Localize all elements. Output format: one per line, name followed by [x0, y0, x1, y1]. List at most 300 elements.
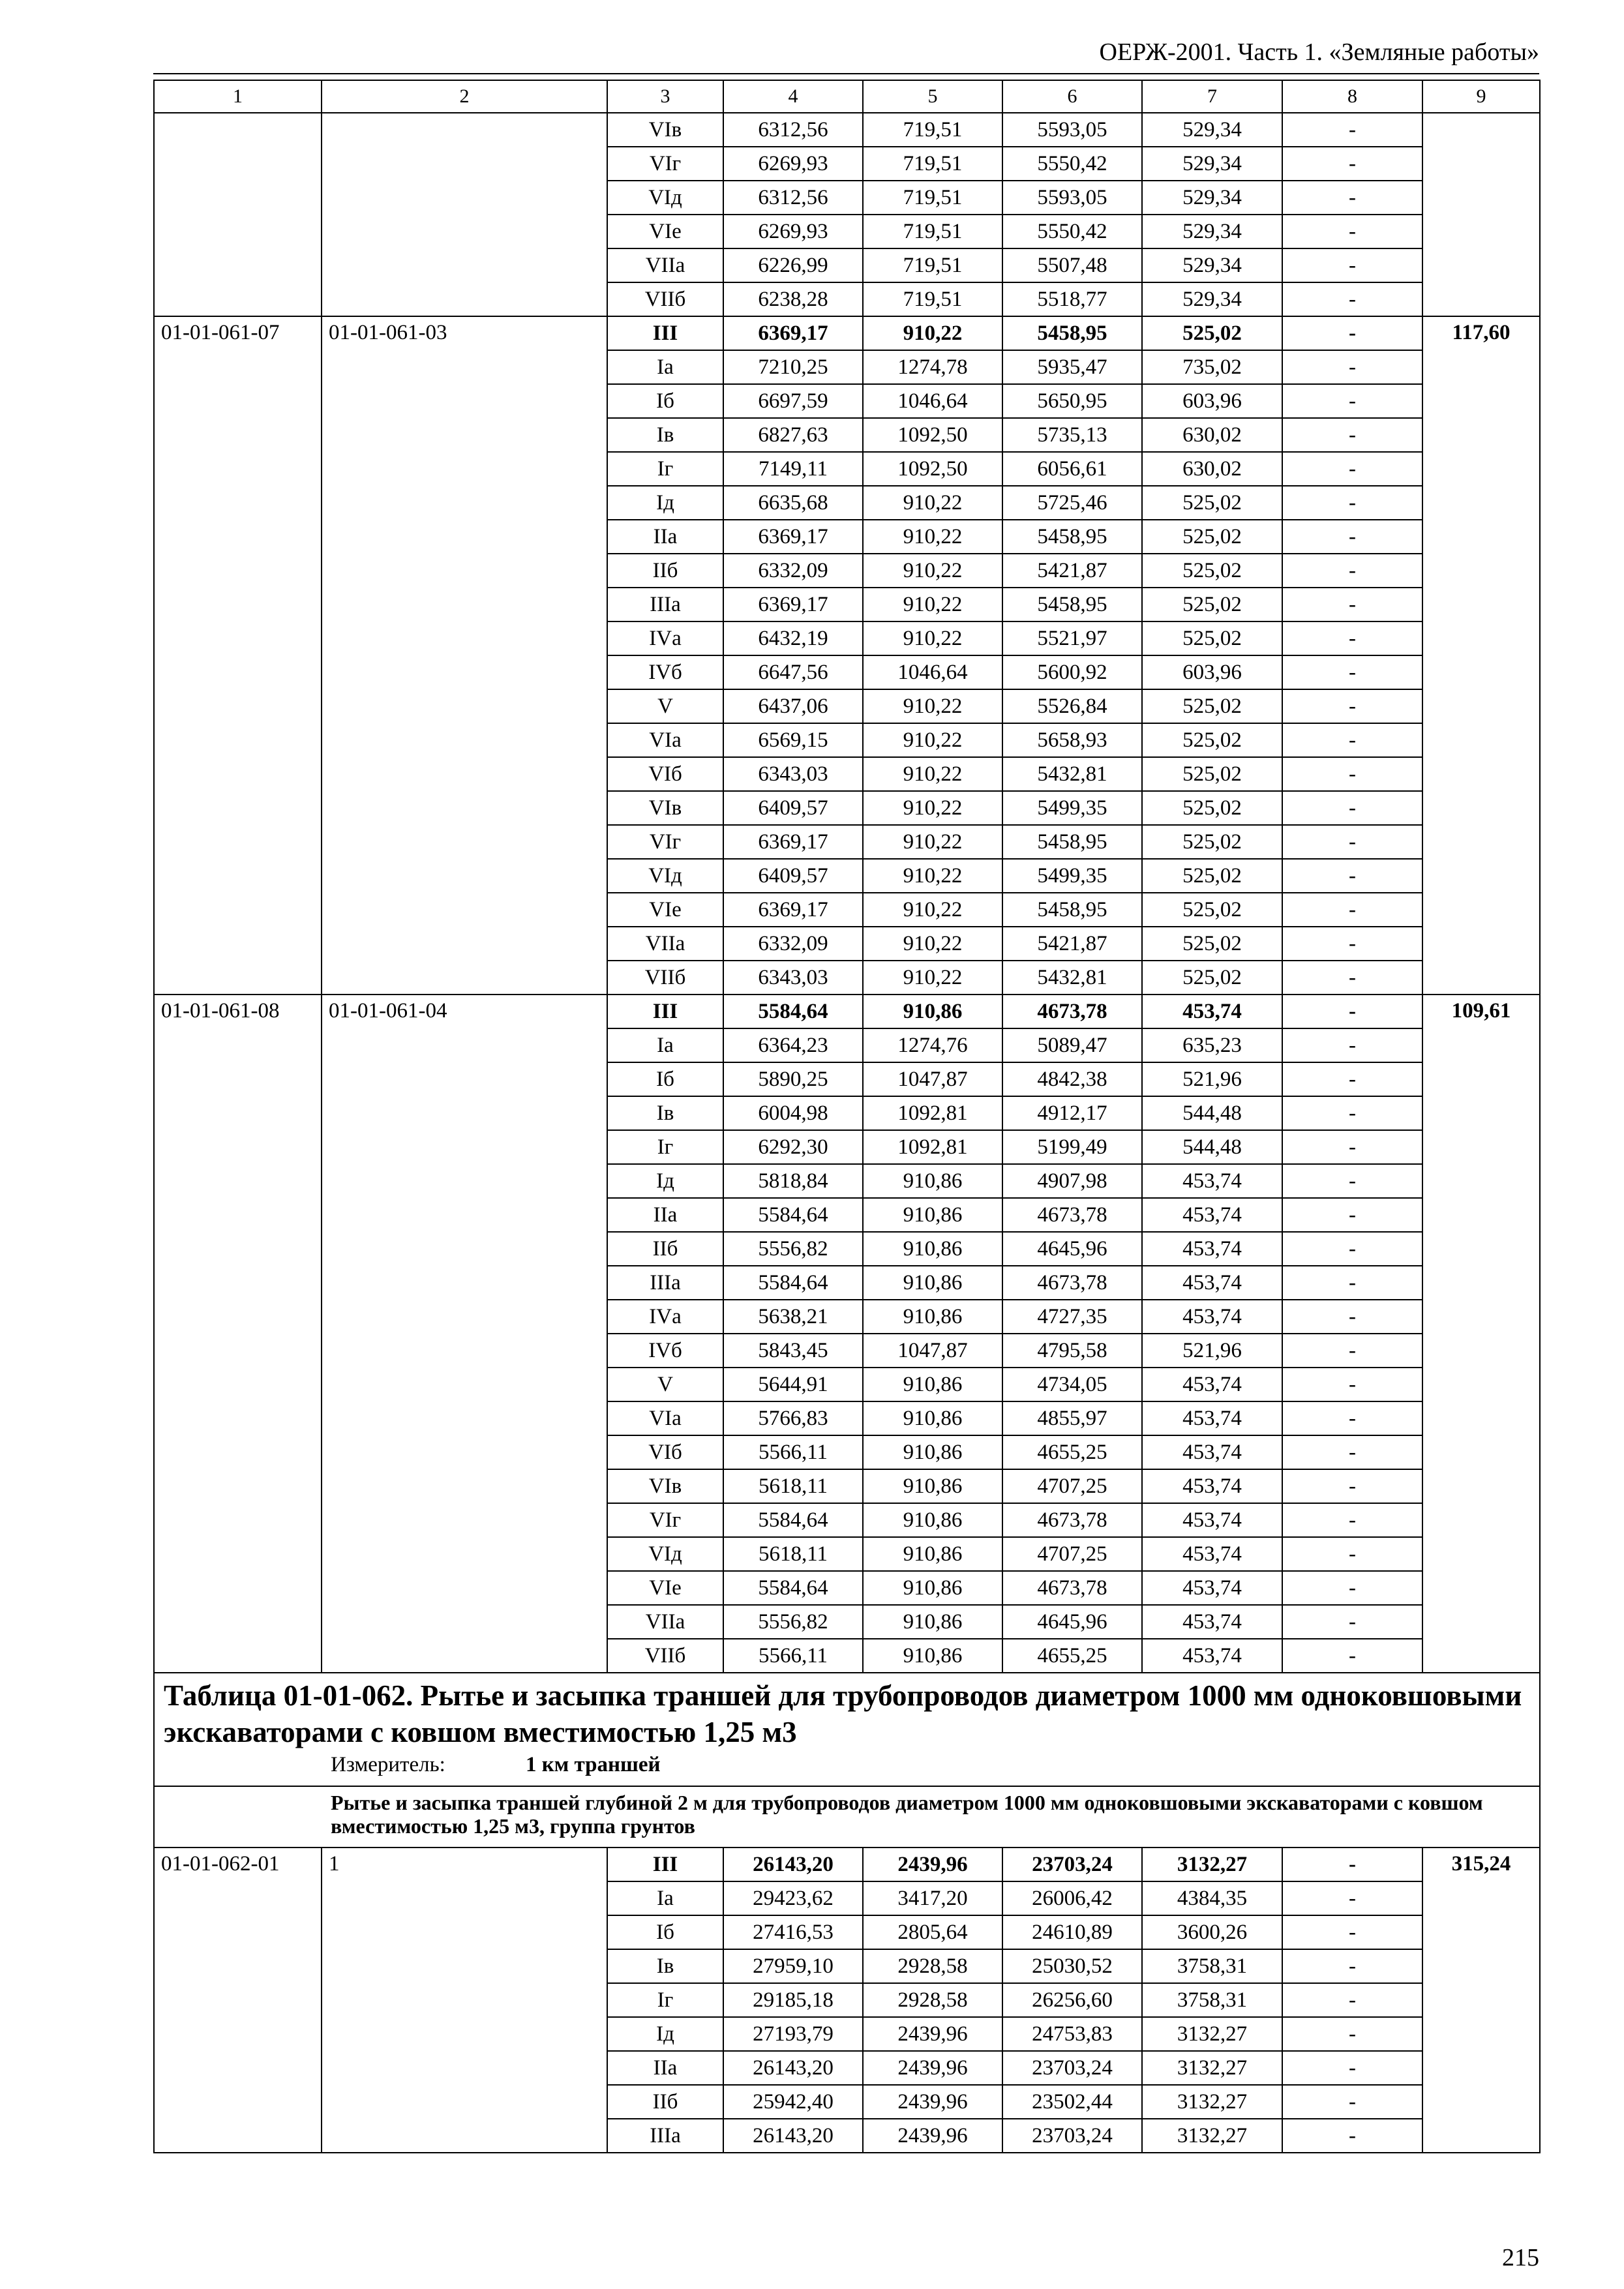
labor-cost: 1046,64 [863, 655, 1002, 689]
labor-cost: 910,86 [863, 995, 1002, 1028]
material-cost: - [1282, 1334, 1422, 1368]
material-cost: - [1282, 1130, 1422, 1164]
machine-cost: 4795,58 [1002, 1334, 1142, 1368]
machine-cost: 5499,35 [1002, 791, 1142, 825]
operator-wage: 453,74 [1142, 1469, 1282, 1503]
operator-wage: 529,34 [1142, 181, 1282, 215]
total-cost: 6269,93 [723, 147, 863, 181]
soil-group: VIг [607, 825, 723, 859]
operator-wage: 630,02 [1142, 418, 1282, 452]
operator-wage: 525,02 [1142, 689, 1282, 723]
machine-cost: 5421,87 [1002, 927, 1142, 961]
soil-group: III [607, 1848, 723, 1881]
material-cost: - [1282, 486, 1422, 520]
labor-cost: 1274,78 [863, 350, 1002, 384]
soil-group: IVб [607, 1334, 723, 1368]
total-cost: 6369,17 [723, 588, 863, 621]
total-cost: 6432,19 [723, 621, 863, 655]
total-cost: 25942,40 [723, 2085, 863, 2119]
column-number-row [154, 80, 1540, 113]
soil-group: III [607, 995, 723, 1028]
operator-wage: 453,74 [1142, 1571, 1282, 1605]
material-cost: - [1282, 384, 1422, 418]
soil-group: VIIб [607, 1639, 723, 1673]
rate-basis [322, 113, 607, 316]
operator-wage: 635,23 [1142, 1028, 1282, 1062]
total-cost: 26143,20 [723, 1848, 863, 1881]
column-number-6: 6 [1002, 80, 1142, 113]
machine-cost: 4645,96 [1002, 1605, 1142, 1639]
total-cost: 26143,20 [723, 2119, 863, 2153]
labor-cost: 719,51 [863, 147, 1002, 181]
total-cost: 6292,30 [723, 1130, 863, 1164]
soil-group: Iг [607, 1130, 723, 1164]
rate-code: 01-01-061-08 [154, 995, 322, 1673]
operator-wage: 544,48 [1142, 1130, 1282, 1164]
labor-cost: 910,86 [863, 1164, 1002, 1198]
total-cost: 27416,53 [723, 1915, 863, 1949]
labor-cost: 910,86 [863, 1639, 1002, 1673]
soil-group: IIа [607, 1198, 723, 1232]
soil-group: IIIа [607, 2119, 723, 2153]
labor-cost: 1047,87 [863, 1062, 1002, 1096]
material-cost: - [1282, 1571, 1422, 1605]
material-cost: - [1282, 2119, 1422, 2153]
table-description-row [154, 1786, 1540, 1848]
machine-cost: 4655,25 [1002, 1639, 1142, 1673]
total-cost: 5566,11 [723, 1639, 863, 1673]
operator-wage: 3132,27 [1142, 2085, 1282, 2119]
machine-cost: 5458,95 [1002, 316, 1142, 350]
labor-cost: 2805,64 [863, 1915, 1002, 1949]
material-cost: - [1282, 825, 1422, 859]
soil-group: VIб [607, 757, 723, 791]
machine-cost: 6056,61 [1002, 452, 1142, 486]
operator-wage: 453,74 [1142, 1198, 1282, 1232]
material-cost: - [1282, 757, 1422, 791]
machine-cost: 4673,78 [1002, 995, 1142, 1028]
operator-wage: 453,74 [1142, 1266, 1282, 1300]
machine-cost: 5458,95 [1002, 520, 1142, 554]
soil-group: Iб [607, 1915, 723, 1949]
machine-cost: 5650,95 [1002, 384, 1142, 418]
operator-wage: 525,02 [1142, 791, 1282, 825]
operator-wage: 603,96 [1142, 655, 1282, 689]
labor-cost: 910,86 [863, 1435, 1002, 1469]
material-cost: - [1282, 1469, 1422, 1503]
material-cost: - [1282, 181, 1422, 215]
operator-wage: 525,02 [1142, 961, 1282, 995]
operator-wage: 735,02 [1142, 350, 1282, 384]
labor-cost: 910,22 [863, 825, 1002, 859]
machine-cost: 23703,24 [1002, 2119, 1142, 2153]
total-cost: 27193,79 [723, 2017, 863, 2051]
total-cost: 6343,03 [723, 961, 863, 995]
soil-group: VIб [607, 1435, 723, 1469]
measure-value: 1 км траншей [526, 1753, 661, 1776]
machine-cost: 5521,97 [1002, 621, 1142, 655]
soil-group: VIд [607, 181, 723, 215]
total-cost: 6269,93 [723, 215, 863, 248]
soil-group: VIг [607, 1503, 723, 1537]
material-cost: - [1282, 350, 1422, 384]
soil-group: III [607, 316, 723, 350]
material-cost: - [1282, 655, 1422, 689]
soil-group: Iг [607, 452, 723, 486]
labor-cost: 2439,96 [863, 2119, 1002, 2153]
labor-cost: 910,86 [863, 1266, 1002, 1300]
rate-code: 01-01-062-01 [154, 1848, 322, 2153]
operator-wage: 525,02 [1142, 859, 1282, 893]
soil-group: VIг [607, 147, 723, 181]
machine-cost: 4707,25 [1002, 1469, 1142, 1503]
labor-cost: 910,22 [863, 961, 1002, 995]
material-cost: - [1282, 893, 1422, 927]
total-cost: 5638,21 [723, 1300, 863, 1334]
column-number-9: 9 [1422, 80, 1540, 113]
column-number-5: 5 [863, 80, 1002, 113]
page-number: 215 [1502, 2244, 1539, 2271]
operator-wage: 603,96 [1142, 384, 1282, 418]
operator-wage: 453,74 [1142, 1605, 1282, 1639]
material-cost: - [1282, 1266, 1422, 1300]
total-cost: 29423,62 [723, 1881, 863, 1915]
labor-hours: 315,24 [1422, 1848, 1540, 2153]
table-title-row [154, 1673, 1540, 1786]
machine-cost: 23703,24 [1002, 2051, 1142, 2085]
soil-group: IIIа [607, 1266, 723, 1300]
total-cost: 6332,09 [723, 927, 863, 961]
labor-cost: 2928,58 [863, 1949, 1002, 1983]
total-cost: 5566,11 [723, 1435, 863, 1469]
operator-wage: 453,74 [1142, 1368, 1282, 1401]
operator-wage: 3132,27 [1142, 2119, 1282, 2153]
machine-cost: 24610,89 [1002, 1915, 1142, 1949]
material-cost: - [1282, 1062, 1422, 1096]
soil-group: VIв [607, 791, 723, 825]
labor-cost: 719,51 [863, 248, 1002, 282]
labor-cost: 910,22 [863, 486, 1002, 520]
labor-cost: 1046,64 [863, 384, 1002, 418]
column-number-4: 4 [723, 80, 863, 113]
material-cost: - [1282, 452, 1422, 486]
labor-cost: 910,22 [863, 554, 1002, 588]
total-cost: 5556,82 [723, 1605, 863, 1639]
soil-group: Iа [607, 1028, 723, 1062]
operator-wage: 525,02 [1142, 588, 1282, 621]
labor-cost: 910,22 [863, 723, 1002, 757]
machine-cost: 5593,05 [1002, 181, 1142, 215]
labor-cost: 1092,81 [863, 1096, 1002, 1130]
operator-wage: 525,02 [1142, 757, 1282, 791]
soil-group: Iа [607, 350, 723, 384]
soil-group: Iб [607, 1062, 723, 1096]
machine-cost: 5658,93 [1002, 723, 1142, 757]
material-cost: - [1282, 147, 1422, 181]
labor-cost: 910,86 [863, 1503, 1002, 1537]
soil-group: VIIб [607, 961, 723, 995]
total-cost: 6343,03 [723, 757, 863, 791]
labor-cost: 719,51 [863, 282, 1002, 316]
operator-wage: 3132,27 [1142, 1848, 1282, 1881]
total-cost: 6332,09 [723, 554, 863, 588]
machine-cost: 4673,78 [1002, 1571, 1142, 1605]
machine-cost: 5518,77 [1002, 282, 1142, 316]
material-cost: - [1282, 1435, 1422, 1469]
soil-group: IIб [607, 554, 723, 588]
material-cost: - [1282, 282, 1422, 316]
machine-cost: 5725,46 [1002, 486, 1142, 520]
machine-cost: 26006,42 [1002, 1881, 1142, 1915]
operator-wage: 3132,27 [1142, 2017, 1282, 2051]
soil-group: V [607, 689, 723, 723]
labor-cost: 910,22 [863, 927, 1002, 961]
total-cost: 5556,82 [723, 1232, 863, 1266]
table-title-block [154, 1673, 1540, 1786]
total-cost: 5890,25 [723, 1062, 863, 1096]
total-cost: 6437,06 [723, 689, 863, 723]
operator-wage: 521,96 [1142, 1062, 1282, 1096]
machine-cost: 5499,35 [1002, 859, 1142, 893]
material-cost: - [1282, 859, 1422, 893]
operator-wage: 3600,26 [1142, 1915, 1282, 1949]
material-cost: - [1282, 588, 1422, 621]
total-cost: 5818,84 [723, 1164, 863, 1198]
soil-group: Iв [607, 1949, 723, 1983]
rate-basis: 01-01-061-03 [322, 316, 607, 995]
rate-basis: 1 [322, 1848, 607, 2153]
machine-cost: 5507,48 [1002, 248, 1142, 282]
soil-group: VIв [607, 1469, 723, 1503]
column-number-7: 7 [1142, 80, 1282, 113]
soil-group: Iг [607, 1983, 723, 2017]
machine-cost: 5935,47 [1002, 350, 1142, 384]
machine-cost: 5432,81 [1002, 757, 1142, 791]
machine-cost: 5593,05 [1002, 113, 1142, 147]
operator-wage: 453,74 [1142, 1537, 1282, 1571]
table-row [154, 1848, 1540, 1881]
labor-cost: 1092,50 [863, 418, 1002, 452]
total-cost: 6697,59 [723, 384, 863, 418]
labor-cost: 1092,81 [863, 1130, 1002, 1164]
material-cost: - [1282, 689, 1422, 723]
material-cost: - [1282, 1605, 1422, 1639]
soil-group: IIб [607, 1232, 723, 1266]
material-cost: - [1282, 1503, 1422, 1537]
running-header: ОЕРЖ-2001. Часть 1. «Земляные работы» [1099, 38, 1539, 66]
labor-cost: 2439,96 [863, 2051, 1002, 2085]
soil-group: VIд [607, 1537, 723, 1571]
machine-cost: 5458,95 [1002, 825, 1142, 859]
soil-group: VIе [607, 215, 723, 248]
total-cost: 7210,25 [723, 350, 863, 384]
material-cost: - [1282, 248, 1422, 282]
labor-cost: 2439,96 [863, 1848, 1002, 1881]
labor-cost: 3417,20 [863, 1881, 1002, 1915]
rate-code [154, 113, 322, 316]
table-row [154, 316, 1540, 350]
labor-cost: 910,22 [863, 621, 1002, 655]
total-cost: 5584,64 [723, 1198, 863, 1232]
machine-cost: 5458,95 [1002, 588, 1142, 621]
total-cost: 5584,64 [723, 1571, 863, 1605]
operator-wage: 4384,35 [1142, 1881, 1282, 1915]
labor-cost: 910,22 [863, 520, 1002, 554]
operator-wage: 453,74 [1142, 1164, 1282, 1198]
machine-cost: 4707,25 [1002, 1537, 1142, 1571]
material-cost: - [1282, 791, 1422, 825]
machine-cost: 4842,38 [1002, 1062, 1142, 1096]
material-cost: - [1282, 1881, 1422, 1915]
operator-wage: 630,02 [1142, 452, 1282, 486]
machine-cost: 5550,42 [1002, 147, 1142, 181]
soil-group: VIIа [607, 927, 723, 961]
machine-cost: 5526,84 [1002, 689, 1142, 723]
material-cost: - [1282, 215, 1422, 248]
labor-cost: 719,51 [863, 215, 1002, 248]
operator-wage: 3758,31 [1142, 1983, 1282, 2017]
column-number-2: 2 [322, 80, 607, 113]
total-cost: 6369,17 [723, 520, 863, 554]
labor-cost: 910,22 [863, 893, 1002, 927]
material-cost: - [1282, 1096, 1422, 1130]
operator-wage: 529,34 [1142, 147, 1282, 181]
table-description-block [154, 1786, 1540, 1848]
machine-cost: 5735,13 [1002, 418, 1142, 452]
total-cost: 5644,91 [723, 1368, 863, 1401]
soil-group: Iв [607, 418, 723, 452]
soil-group: VIIб [607, 282, 723, 316]
material-cost: - [1282, 723, 1422, 757]
labor-cost: 910,22 [863, 316, 1002, 350]
machine-cost: 4912,17 [1002, 1096, 1142, 1130]
column-number-1: 1 [154, 80, 322, 113]
total-cost: 5584,64 [723, 1266, 863, 1300]
soil-group: IIа [607, 2051, 723, 2085]
material-cost: - [1282, 520, 1422, 554]
labor-cost: 910,86 [863, 1401, 1002, 1435]
total-cost: 6569,15 [723, 723, 863, 757]
table-row [154, 995, 1540, 1028]
machine-cost: 4855,97 [1002, 1401, 1142, 1435]
soil-group: Iд [607, 486, 723, 520]
rate-basis: 01-01-061-04 [322, 995, 607, 1673]
machine-cost: 23502,44 [1002, 2085, 1142, 2119]
material-cost: - [1282, 1915, 1422, 1949]
labor-hours: 117,60 [1422, 316, 1540, 995]
total-cost: 26143,20 [723, 2051, 863, 2085]
total-cost: 5584,64 [723, 995, 863, 1028]
material-cost: - [1282, 2017, 1422, 2051]
labor-cost: 910,22 [863, 689, 1002, 723]
soil-group: IIа [607, 520, 723, 554]
total-cost: 6312,56 [723, 113, 863, 147]
measure [164, 1750, 1530, 1779]
operator-wage: 3132,27 [1142, 2051, 1282, 2085]
material-cost: - [1282, 1368, 1422, 1401]
labor-cost: 910,86 [863, 1300, 1002, 1334]
soil-group: IVб [607, 655, 723, 689]
labor-cost: 910,86 [863, 1571, 1002, 1605]
material-cost: - [1282, 1164, 1422, 1198]
labor-cost: 719,51 [863, 113, 1002, 147]
total-cost: 5618,11 [723, 1537, 863, 1571]
material-cost: - [1282, 1983, 1422, 2017]
soil-group: VIе [607, 1571, 723, 1605]
operator-wage: 453,74 [1142, 1300, 1282, 1334]
material-cost: - [1282, 961, 1422, 995]
operator-wage: 525,02 [1142, 621, 1282, 655]
machine-cost: 5421,87 [1002, 554, 1142, 588]
operator-wage: 453,74 [1142, 1435, 1282, 1469]
machine-cost: 25030,52 [1002, 1949, 1142, 1983]
labor-cost: 910,86 [863, 1605, 1002, 1639]
machine-cost: 4673,78 [1002, 1266, 1142, 1300]
material-cost: - [1282, 1537, 1422, 1571]
operator-wage: 529,34 [1142, 282, 1282, 316]
column-number-8: 8 [1282, 80, 1422, 113]
machine-cost: 4673,78 [1002, 1503, 1142, 1537]
soil-group: IVа [607, 621, 723, 655]
total-cost: 27959,10 [723, 1949, 863, 1983]
machine-cost: 4645,96 [1002, 1232, 1142, 1266]
material-cost: - [1282, 1848, 1422, 1881]
operator-wage: 453,74 [1142, 1639, 1282, 1673]
material-cost: - [1282, 927, 1422, 961]
labor-cost: 719,51 [863, 181, 1002, 215]
total-cost: 29185,18 [723, 1983, 863, 2017]
header-rule [153, 73, 1539, 74]
machine-cost: 5600,92 [1002, 655, 1142, 689]
total-cost: 6369,17 [723, 893, 863, 927]
total-cost: 6004,98 [723, 1096, 863, 1130]
table-title: Таблица 01-01-062. Рытье и засыпка траншей для трубопроводов диаметром 1000 мм одноковшовыми экскаваторами с ковшом вместимостью 1,25 м3 [164, 1679, 1522, 1748]
total-cost: 6226,99 [723, 248, 863, 282]
soil-group: IVа [607, 1300, 723, 1334]
rate-code: 01-01-061-07 [154, 316, 322, 995]
labor-cost: 2928,58 [863, 1983, 1002, 2017]
table-description: Рытье и засыпка траншей глубиной 2 м для трубопроводов диаметром 1000 мм одноковшовыми экскаваторами с ковшом вместимостью 1,25 м3, группа грунтов [331, 1791, 1483, 1838]
operator-wage: 525,02 [1142, 520, 1282, 554]
operator-wage: 525,02 [1142, 554, 1282, 588]
machine-cost: 23703,24 [1002, 1848, 1142, 1881]
price-table [153, 80, 1541, 2153]
table-row [154, 113, 1540, 147]
total-cost: 6409,57 [723, 791, 863, 825]
machine-cost: 4734,05 [1002, 1368, 1142, 1401]
soil-group: VIе [607, 893, 723, 927]
soil-group: Iб [607, 384, 723, 418]
material-cost: - [1282, 995, 1422, 1028]
material-cost: - [1282, 554, 1422, 588]
soil-group: IIб [607, 2085, 723, 2119]
machine-cost: 4673,78 [1002, 1198, 1142, 1232]
labor-cost: 1092,50 [863, 452, 1002, 486]
machine-cost: 4907,98 [1002, 1164, 1142, 1198]
operator-wage: 525,02 [1142, 316, 1282, 350]
operator-wage: 521,96 [1142, 1334, 1282, 1368]
soil-group: Iд [607, 2017, 723, 2051]
labor-cost: 1047,87 [863, 1334, 1002, 1368]
labor-cost: 910,22 [863, 791, 1002, 825]
soil-group: VIд [607, 859, 723, 893]
soil-group: V [607, 1368, 723, 1401]
total-cost: 5584,64 [723, 1503, 863, 1537]
material-cost: - [1282, 2051, 1422, 2085]
machine-cost: 5458,95 [1002, 893, 1142, 927]
soil-group: VIIа [607, 1605, 723, 1639]
labor-cost: 910,86 [863, 1368, 1002, 1401]
